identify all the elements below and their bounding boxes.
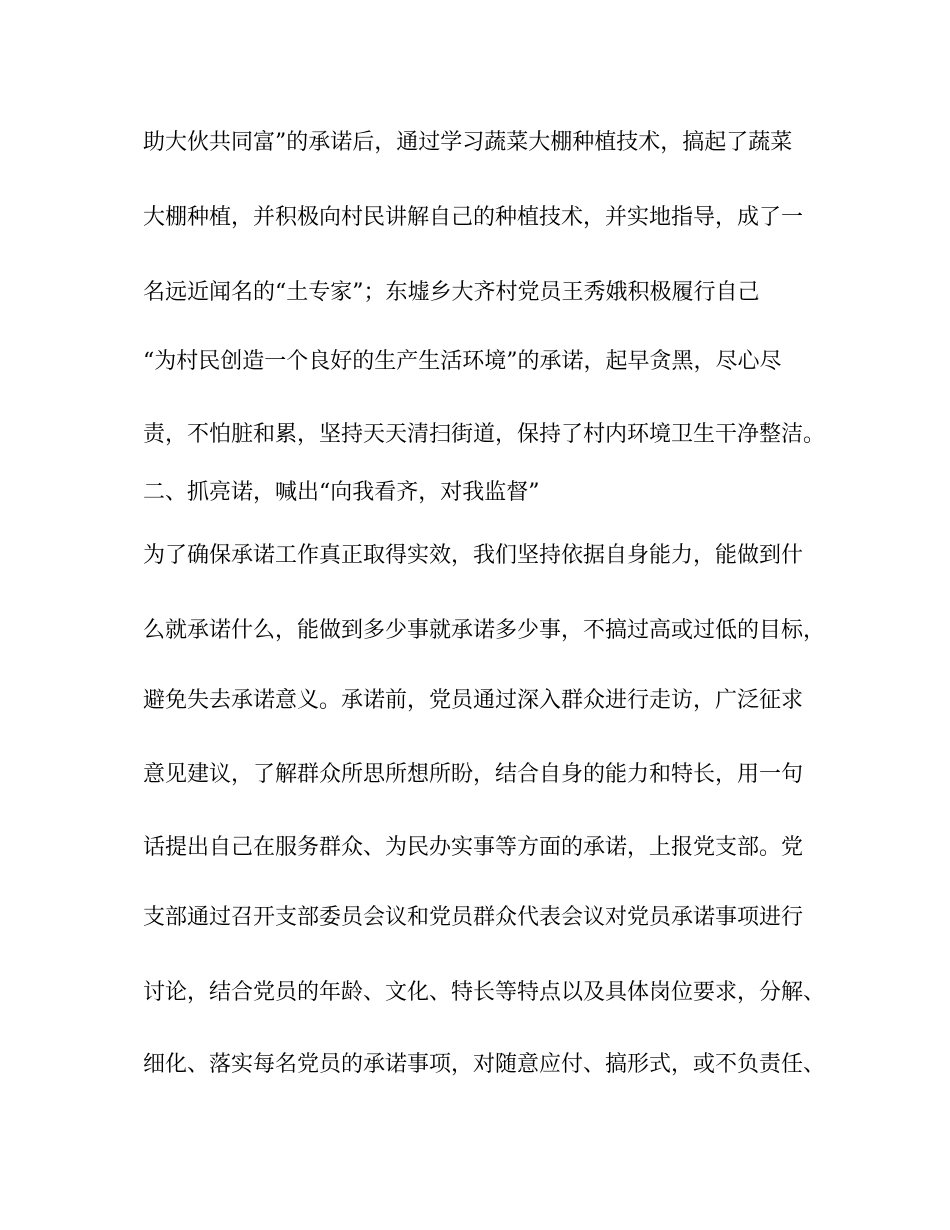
body-text-line: 避免失去承诺意义。承诺前，党员通过深入群众进行走访，广泛征求 <box>143 688 804 713</box>
body-text-line: 责，不怕脏和累，坚持天天清扫街道，保持了村内环境卫生干净整洁。 <box>143 422 826 447</box>
body-text-line: 么就承诺什么，能做到多少事就承诺多少事，不搞过高或过低的目标， <box>143 618 826 643</box>
body-text-line: 支部通过召开支部委员会议和党员群众代表会议对党员承诺事项进行 <box>143 905 804 930</box>
section-heading: 二、抓亮诺，喊出“向我看齐，对我监督” <box>143 480 540 505</box>
body-text-line: 话提出自己在服务群众、为民办实事等方面的承诺，上报党支部。党 <box>143 835 804 860</box>
body-text-line: “为村民创造一个良好的生产生活环境”的承诺，起早贪黑，尽心尽 <box>143 349 782 374</box>
body-text-line: 讨论，结合党员的年龄、文化、特长等特点以及具体岗位要求，分解、 <box>143 980 826 1005</box>
body-text-line: 为了确保承诺工作真正取得实效，我们坚持依据自身能力，能做到什 <box>143 543 804 568</box>
body-text-line: 助大伙共同富”的承诺后，通过学习蔬菜大棚种植技术，搞起了蔬菜 <box>143 130 793 155</box>
body-text-line: 大棚种植，并积极向村民讲解自己的种植技术，并实地指导，成了一 <box>143 205 804 230</box>
body-text-line: 细化、落实每名党员的承诺事项，对随意应付、搞形式，或不负责任、 <box>143 1052 826 1077</box>
body-text-line: 意见建议，了解群众所思所想所盼，结合自身的能力和特长，用一句 <box>143 762 804 787</box>
body-text-line: 名远近闻名的“土专家”；东墟乡大齐村党员王秀娥积极履行自己 <box>143 280 760 305</box>
